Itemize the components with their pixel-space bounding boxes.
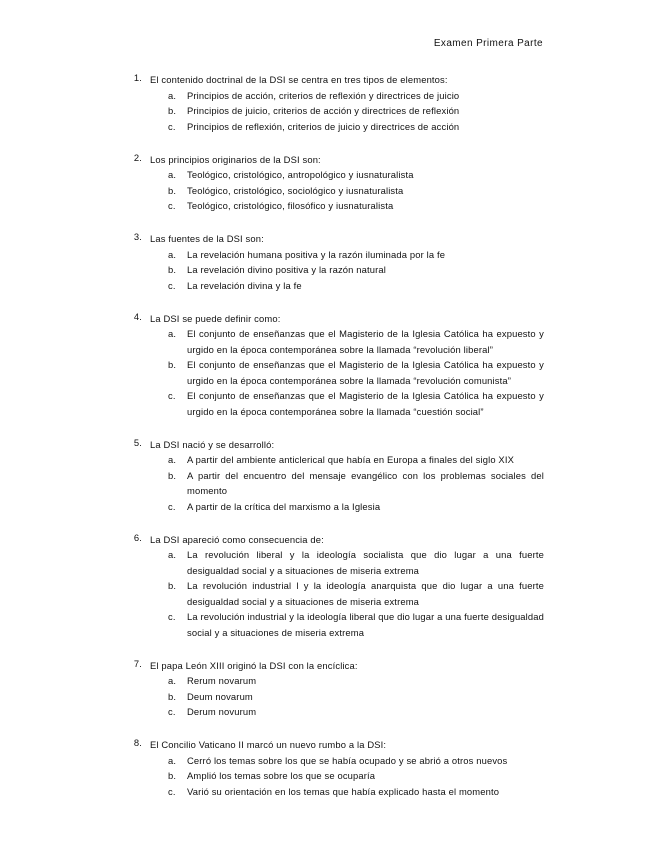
question-text: El contenido doctrinal de la DSI se centra en tres tipos de elementos: [150, 74, 448, 85]
option-letter: a. [168, 248, 177, 260]
option-letter: b. [168, 469, 177, 481]
answer-option [168, 499, 544, 515]
option-text: El conjunto de enseñanzas que el Magisterio de la Iglesia Católica ha expuesto y urgido en la época contemporánea sobre la llamada “cuestión social” [187, 390, 544, 417]
answer-option [168, 547, 544, 578]
question-item [128, 532, 544, 641]
question-number: 8. [133, 737, 142, 748]
option-text: Teológico, cristológico, filosófico y iusnaturalista [187, 200, 394, 211]
option-letter: a. [168, 754, 177, 766]
answer-option [168, 262, 544, 278]
option-text: Teológico, cristológico, antropológico y iusnaturalista [187, 169, 414, 180]
option-letter: b. [168, 264, 177, 275]
answer-options [150, 547, 544, 640]
option-letter: b. [168, 184, 177, 196]
option-letter: b. [168, 690, 177, 702]
option-letter: a. [168, 169, 177, 180]
question-item [128, 658, 544, 720]
option-text: Teológico, cristológico, sociológico y iusnaturalista [187, 184, 404, 196]
question-item [128, 311, 544, 420]
answer-options [150, 88, 544, 135]
option-text: El conjunto de enseñanzas que el Magisterio de la Iglesia Católica ha expuesto y urgido en la época contemporánea sobre la llamada “revolución comunista” [187, 359, 544, 386]
question-number: 3. [133, 231, 142, 242]
answer-option [168, 388, 544, 419]
answer-option [168, 673, 544, 689]
option-letter: c. [168, 279, 176, 291]
option-text: Principios de juicio, criterios de acción y directrices de reflexión [187, 105, 460, 116]
answer-option [168, 119, 544, 135]
answer-options [150, 753, 544, 800]
answer-option [168, 326, 544, 357]
answer-option [168, 609, 544, 640]
option-text: La revolución industrial l y la ideología anarquista que dio lugar a una fuerte desigualdad social y a situaciones de miseria extrema [187, 580, 544, 607]
option-text: A partir de la crítica del marxismo a la Iglesia [187, 500, 381, 512]
answer-option [168, 357, 544, 388]
option-letter: c. [168, 200, 176, 211]
option-text: El conjunto de enseñanzas que el Magisterio de la Iglesia Católica ha expuesto y urgido en la época contemporánea sobre la llamada “revolución liberal” [187, 328, 544, 355]
answer-option [168, 704, 544, 720]
question-number: 2. [133, 151, 142, 163]
option-letter: a. [168, 89, 177, 101]
question-text: Las fuentes de la DSI son: [150, 233, 264, 244]
option-text: A partir del ambiente anticlerical que había en Europa a finales del siglo XIX [187, 454, 514, 465]
option-letter: a. [168, 675, 177, 686]
option-text: La revelación divino positiva y la razón natural [187, 264, 386, 275]
question-item [128, 737, 544, 799]
answer-option [168, 468, 544, 499]
answer-option [168, 88, 544, 104]
question-item [128, 231, 544, 293]
answer-options [150, 452, 544, 514]
option-letter: b. [168, 359, 177, 370]
question-text: El Concilio Vaticano II marcó un nuevo rumbo a la DSI: [150, 739, 387, 750]
answer-option [168, 278, 544, 294]
answer-options [150, 673, 544, 720]
answer-option [168, 103, 544, 119]
answer-options [150, 167, 544, 214]
answer-option [168, 689, 544, 705]
answer-option [168, 198, 544, 214]
option-letter: c. [168, 500, 176, 512]
option-letter: a. [168, 454, 177, 465]
question-text: Los principios originarios de la DSI son: [150, 153, 321, 165]
answer-option [168, 167, 544, 183]
answer-option [168, 768, 544, 784]
option-text: Principios de acción, criterios de reflexión y directrices de juicio [187, 89, 460, 101]
answer-option [168, 578, 544, 609]
option-text: Principios de reflexión, criterios de juicio y directrices de acción [187, 120, 460, 132]
answer-options [150, 326, 544, 419]
question-list [128, 72, 544, 817]
option-text: La revolución industrial y la ideología liberal que dio lugar a una fuerte desigualdad social y a situaciones de miseria extrema [187, 611, 544, 638]
option-letter: c. [168, 785, 176, 797]
question-number: 5. [133, 436, 142, 448]
option-text: A partir del encuentro del mensaje evangélico con los problemas sociales del momento [187, 469, 544, 496]
question-number: 6. [133, 531, 142, 543]
answer-option [168, 247, 544, 263]
option-letter: c. [168, 706, 176, 717]
option-text: La revolución liberal y la ideología socialista que dio lugar a una fuerte desigualdad social y a situaciones de miseria extrema [187, 549, 544, 576]
option-letter: c. [168, 120, 176, 132]
question-text: El papa León XIII originó la DSI con la encíclica: [150, 659, 358, 671]
option-text: La revelación humana positiva y la razón iluminada por la fe [187, 248, 446, 260]
option-letter: a. [168, 328, 177, 339]
option-letter: a. [168, 549, 177, 560]
option-text: La revelación divina y la fe [187, 279, 302, 291]
option-text: Deum novarum [187, 690, 253, 702]
question-item [128, 152, 544, 214]
page-header-title: Examen Primera Parte [433, 38, 543, 49]
question-text: La DSI apareció como consecuencia de: [150, 533, 324, 545]
option-text: Varió su orientación en los temas que había explicado hasta el momento [187, 785, 500, 797]
question-item [128, 72, 544, 134]
answer-option [168, 183, 544, 199]
option-letter: b. [168, 105, 177, 116]
answer-option [168, 753, 544, 769]
option-text: Cerró los temas sobre los que se había ocupado y se abrió a otros nuevos [187, 754, 508, 766]
question-item [128, 437, 544, 515]
answer-option [168, 452, 544, 468]
answer-option [168, 784, 544, 800]
option-letter: c. [168, 390, 176, 401]
option-text: Rerum novarum [187, 675, 257, 686]
option-text: Derum novurum [187, 706, 257, 717]
question-number: 7. [133, 657, 142, 669]
option-text: Amplió los temas sobre los que se ocuparía [187, 770, 376, 781]
question-number: 1. [133, 72, 142, 83]
answer-options [150, 247, 544, 294]
question-text: La DSI nació y se desarrolló: [150, 438, 275, 450]
question-number: 4. [133, 310, 142, 322]
option-letter: c. [168, 611, 176, 622]
question-text: La DSI se puede definir como: [150, 312, 281, 324]
option-letter: b. [168, 580, 177, 591]
option-letter: b. [168, 770, 177, 781]
